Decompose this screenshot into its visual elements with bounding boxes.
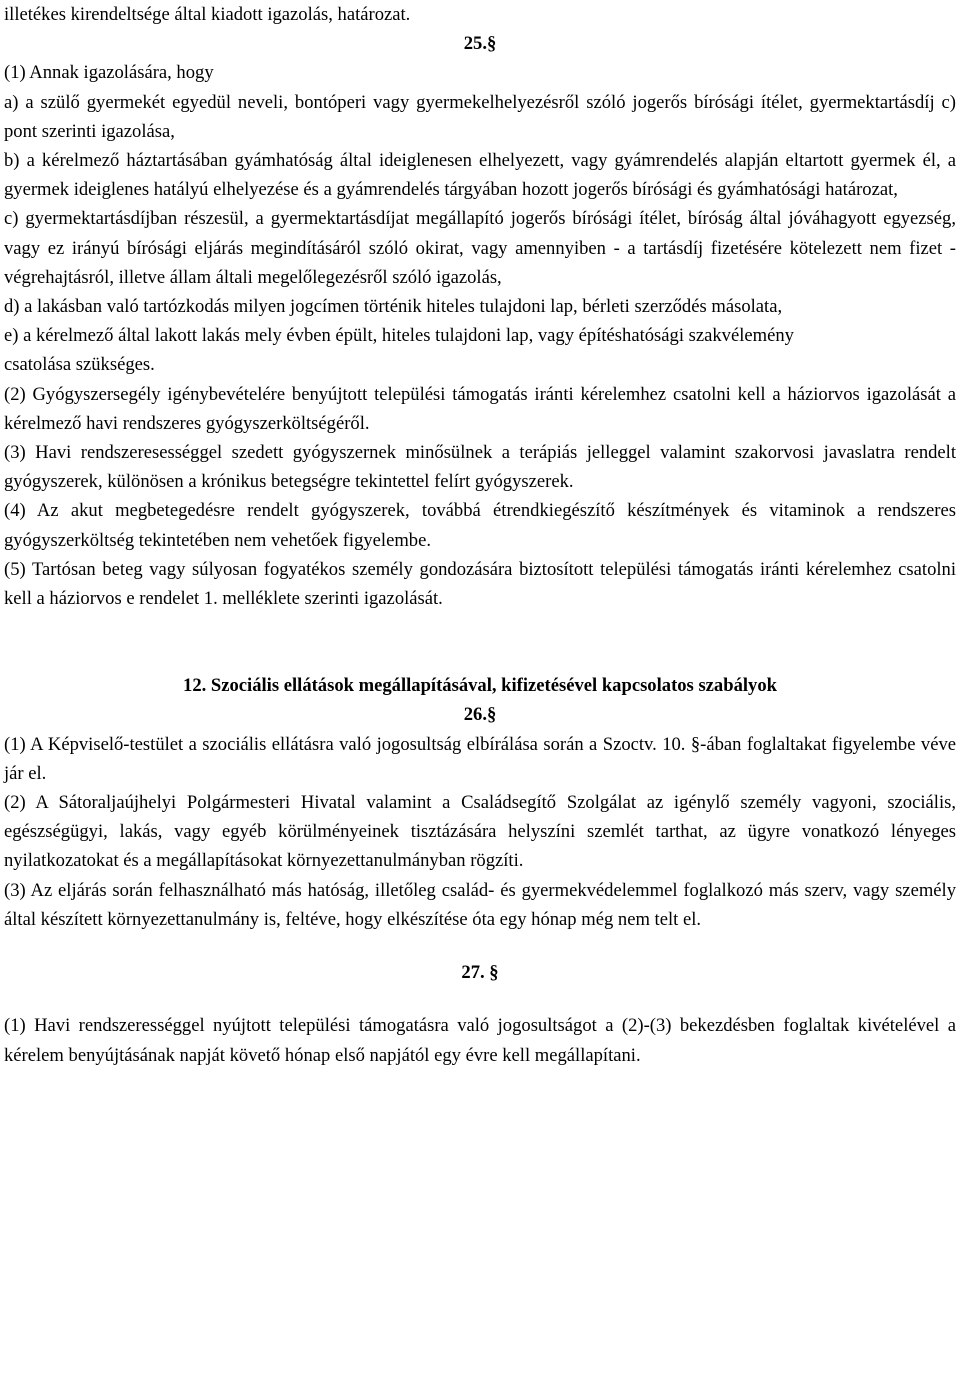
section-25-paragraph: a) a szülő gyermekét egyedül neveli, bontóperi vagy gyermekelhelyezésről szóló jogerős bírósági ítélet, gyermektartásdíj c) pont szerinti igazolása, xyxy=(4,91,956,142)
section-26-body xyxy=(4,730,956,934)
spacer xyxy=(4,613,956,671)
section-25-body xyxy=(4,58,956,613)
document-page xyxy=(4,0,956,1070)
section-25-heading: 25.§ xyxy=(463,33,497,55)
section-25-paragraph: b) a kérelmező háztartásában gyámhatóság által ideiglenesen elhelyezett, vagy gyámrendelés alapján eltartott gyermek él, a gyermek ideiglenes hatályú elhelyezése és a gyámrendelés tárgyában hozott jogerős bírósági és gyámhatósági határozat, xyxy=(4,150,956,201)
section-25-paragraph: csatolása szükséges. xyxy=(4,354,155,376)
spacer xyxy=(4,987,956,1011)
section-25-paragraph: (2) Gyógyszersegély igénybevételére benyújtott települési támogatás iránti kérelemhez csatolni kell a háziorvos igazolását a kérelmező havi rendszeres gyógyszerköltségéről. xyxy=(4,383,956,434)
section-25-paragraph: (4) Az akut megbetegedésre rendelt gyógyszerek, továbbá étrendkiegészítő készítmények és vitaminok a rendszeres gyógyszerköltség tekintetében nem vehetőek figyelembe. xyxy=(4,500,956,551)
section-26-paragraph: (2) A Sátoraljaújhelyi Polgármesteri Hivatal valamint a Családsegítő Szolgálat az igénylő személy vagyoni, szociális, egészségügyi, lakás, vagy egyéb körülményeinek tisztázására helyszíni szemlét tarthat, az ügyre vonatkozó lényeges nyilatkozatokat és a megállapításokat környezettanulmányban rögzíti. xyxy=(4,792,956,872)
section-27-body xyxy=(4,1011,956,1069)
section-25-paragraph: d) a lakásban való tartózkodás milyen jogcímen történik hiteles tulajdoni lap, bérleti szerződés másolata, xyxy=(4,296,783,318)
section-27-heading: 27. § xyxy=(461,962,499,984)
spacer xyxy=(4,934,956,958)
section-25-paragraph: (5) Tartósan beteg vagy súlyosan fogyatékos személy gondozására biztosított települési támogatás iránti kérelemhez csatolni kell a háziorvos e rendelet 1. melléklete szerinti igazolását. xyxy=(4,558,956,610)
section-25-paragraph: (3) Havi rendszeresességgel szedett gyógyszernek minősülnek a terápiás jelleggel valamint szakorvosi javaslatra rendelt gyógyszerek, különösen a krónikus betegségre tekintettel felírt gyógyszerek. xyxy=(4,442,956,493)
section-25-paragraph: e) a kérelmező által lakott lakás mely évben épült, hiteles tulajdoni lap, vagy építéshatósági szakvélemény xyxy=(4,325,794,347)
section-27-paragraph: (1) Havi rendszerességgel nyújtott települési támogatásra való jogosultságot a (2)-(3) bekezdésben foglaltak kivételével a kérelem benyújtásának napját követő hónap első napjától egy évre kell megállapítani. xyxy=(4,1015,956,1066)
section-25-paragraph: c) gyermektartásdíjban részesül, a gyermektartásdíjat megállapító jogerős bírósági ítélet, bíróság által jóváhagyott egyezség, vagy ez irányú bírósági eljárás megindításáról szóló okirat, vagy amennyiben - a tartásdíj fizetésére kötelezett nem fizet - végrehajtásról, illetve állam általi megelőlegezésről szóló igazolás, xyxy=(4,208,956,288)
section-26-paragraph: (1) A Képviselő-testület a szociális ellátásra való jogosultság elbírálása során a Szoctv. 10. §-ában foglaltakat figyelembe véve jár el. xyxy=(4,733,956,784)
section-26-paragraph: (3) Az eljárás során felhasználható más hatóság, illetőleg család- és gyermekvédelemmel foglalkozó más szerv, vagy személy által készített környezettanulmány is, feltéve, hogy elkészítése óta egy hónap még nem telt el. xyxy=(4,879,956,930)
intro-line: illetékes kirendeltsége által kiadott igazolás, határozat. xyxy=(4,4,411,25)
chapter-12-title: 12. Szociális ellátások megállapításával, kifizetésével kapcsolatos szabályok xyxy=(183,675,777,697)
section-26-heading: 26.§ xyxy=(463,704,497,726)
section-25-paragraph: (1) Annak igazolására, hogy xyxy=(4,62,214,84)
